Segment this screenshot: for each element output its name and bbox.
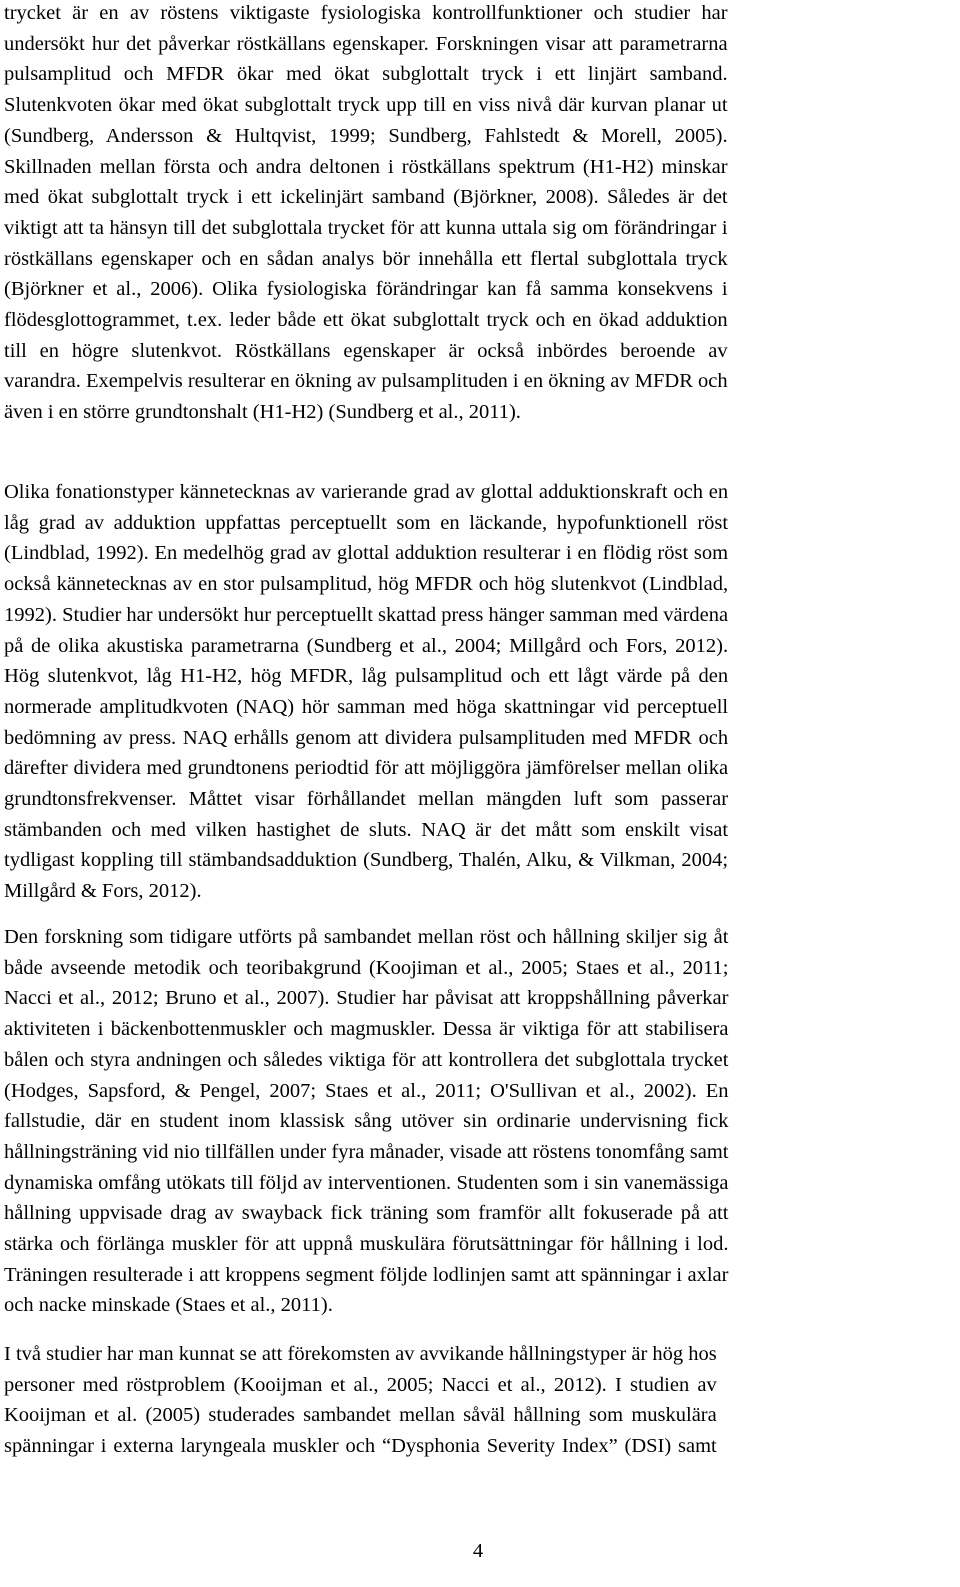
text-line: bedömning av press. NAQ erhålls genom att dividera pulsamplituden med MFDR och: [4, 726, 729, 749]
text-line: stärka och förlänga muskler för att uppnå muskulära förutsättningar för hållning i lod.: [4, 1233, 729, 1256]
text-line: flödesglottogrammet, t.ex. leder både ett ökat subglottalt tryck och en ökad adduktion: [4, 309, 728, 332]
text-line: Skillnaden mellan första och andra deltonen i röstkällans spektrum (H1-H2) minskar: [4, 155, 728, 178]
text-line: också kännetecknas av en stor pulsamplitud, hög MFDR och hög slutenkvot (Lindblad,: [4, 573, 729, 596]
text-line: grundtonsfrekvenser. Måttet visar förhållandet mellan mängden luft som passerar: [4, 788, 729, 811]
text-line: varandra. Exempelvis resulterar en ökning av pulsamplituden i en ökning av MFDR och: [4, 370, 728, 393]
text-line: både avseende metodik och teoribakgrund (Koojiman et al., 2005; Staes et al., 2011;: [4, 956, 729, 979]
text-line: 1992). Studier har undersökt hur perceptuellt skattad press hänger samman med värdena: [4, 603, 729, 626]
text-line: (Björkner et al., 2006). Olika fysiologiska förändringar kan få samma konsekvens i: [4, 278, 728, 301]
text-line: normerade amplitudkvoten (NAQ) hör samman med höga skattningar vid perceptuell: [4, 695, 729, 718]
page-number: 4: [472, 1540, 484, 1562]
text-line: stämbanden och med vilken hastighet de sluts. NAQ är det mått som enskilt visat: [4, 818, 729, 841]
paragraph-3: [4, 922, 728, 1321]
text-line: spänningar i externa laryngeala muskler och “Dysphonia Severity Index” (DSI) samt: [4, 1435, 717, 1458]
text-line: (Sundberg, Andersson & Hultqvist, 1999; Sundberg, Fahlstedt & Morell, 2005).: [4, 124, 728, 147]
text-line: dynamiska omfång utökats till följd av interventionen. Studenten som i sin vanemässiga: [4, 1171, 729, 1194]
text-line: Millgård & Fors, 2012).: [4, 880, 202, 903]
text-line: hållning uppvisade drag av swayback fick träning som framför allt fokuserade på att: [4, 1202, 729, 1225]
text-line: I två studier har man kunnat se att förekomsten av avvikande hållningstyper är hög hos: [4, 1343, 717, 1365]
text-line: även i en större grundtonshalt (H1-H2) (Sundberg et al., 2011).: [4, 401, 521, 424]
text-line: Kooijman et al. (2005) studerades sambandet mellan såväl hållning som muskulära: [4, 1404, 717, 1427]
text-line: Hög slutenkvot, låg H1-H2, hög MFDR, låg pulsamplitud och ett lågt värde på den: [4, 665, 729, 688]
paragraph-4: [4, 1339, 717, 1462]
text-line: aktiviteten i bäckenbottenmuskler och magmuskler. Dessa är viktiga för att stabilisera: [4, 1018, 729, 1041]
text-line: röstkällans egenskaper och en sådan analys bör innehålla ett flertal subglottala tryck: [4, 247, 728, 270]
text-line: bålen och styra andningen och således viktiga för att kontrollera det subglottala trycket: [4, 1048, 729, 1071]
text-line: Nacci et al., 2012; Bruno et al., 2007). Studier har påvisat att kroppshållning påverkar: [4, 987, 729, 1010]
paragraph-1: [4, 0, 728, 428]
text-line: fallstudie, där en student inom klassisk sång utöver sin ordinarie undervisning fick: [4, 1110, 729, 1133]
text-line: på de olika akustiska parametrarna (Sundberg et al., 2004; Millgård och Fors, 2012).: [4, 634, 729, 657]
text-line: Den forskning som tidigare utförts på sambandet mellan röst och hållning skiljer sig åt: [4, 926, 729, 948]
text-line: pulsamplitud och MFDR ökar med ökat subglottalt tryck i ett linjärt samband.: [4, 63, 728, 86]
text-line: till en högre slutenkvot. Röstkällans egenskaper är också inbördes beroende av: [4, 339, 728, 362]
text-line: (Lindblad, 1992). En medelhög grad av glottal adduktion resulterar i en flödig röst som: [4, 542, 729, 565]
text-line: personer med röstproblem (Kooijman et al., 2005; Nacci et al., 2012). I studien av: [4, 1373, 717, 1396]
text-line: Träningen resulterade i att kroppens segment följde lodlinjen samt att spänningar i axlar: [4, 1263, 729, 1286]
text-line: med ökat subglottalt tryck i ett ickelinjärt samband (Björkner, 2008). Således är det: [4, 186, 728, 209]
text-line: Olika fonationstyper kännetecknas av varierande grad av glottal adduktionskraft och en: [4, 481, 729, 503]
text-line: (Hodges, Sapsford, & Pengel, 2007; Staes et al., 2011; O'Sullivan et al., 2002). En: [4, 1079, 729, 1102]
text-line: och nacke minskade (Staes et al., 2011).: [4, 1294, 333, 1317]
text-line: viktigt att ta hänsyn till det subglottala trycket för att kunna uttala sig om förändringar i: [4, 216, 728, 239]
text-line: trycket är en av röstens viktigaste fysiologiska kontrollfunktioner och studier har: [4, 2, 728, 24]
text-line: låg grad av adduktion uppfattas perceptuellt som en läckande, hypofunktionell röst: [4, 511, 729, 534]
text-line: undersökt hur det påverkar röstkällans egenskaper. Forskningen visar att parametrarna: [4, 32, 728, 55]
text-line: hållningsträning vid nio tillfällen under fyra månader, visade att röstens tonomfång samt: [4, 1140, 729, 1163]
text-line: Slutenkvoten ökar med ökat subglottalt tryck upp till en viss nivå där kurvan planar ut: [4, 94, 728, 117]
text-line: därefter dividera med grundtonens periodtid för att möjliggöra jämförelser mellan olika: [4, 757, 729, 780]
paragraph-2: [4, 477, 728, 907]
text-line: tydligast koppling till stämbandsadduktion (Sundberg, Thalén, Alku, & Vilkman, 2004;: [4, 849, 729, 872]
